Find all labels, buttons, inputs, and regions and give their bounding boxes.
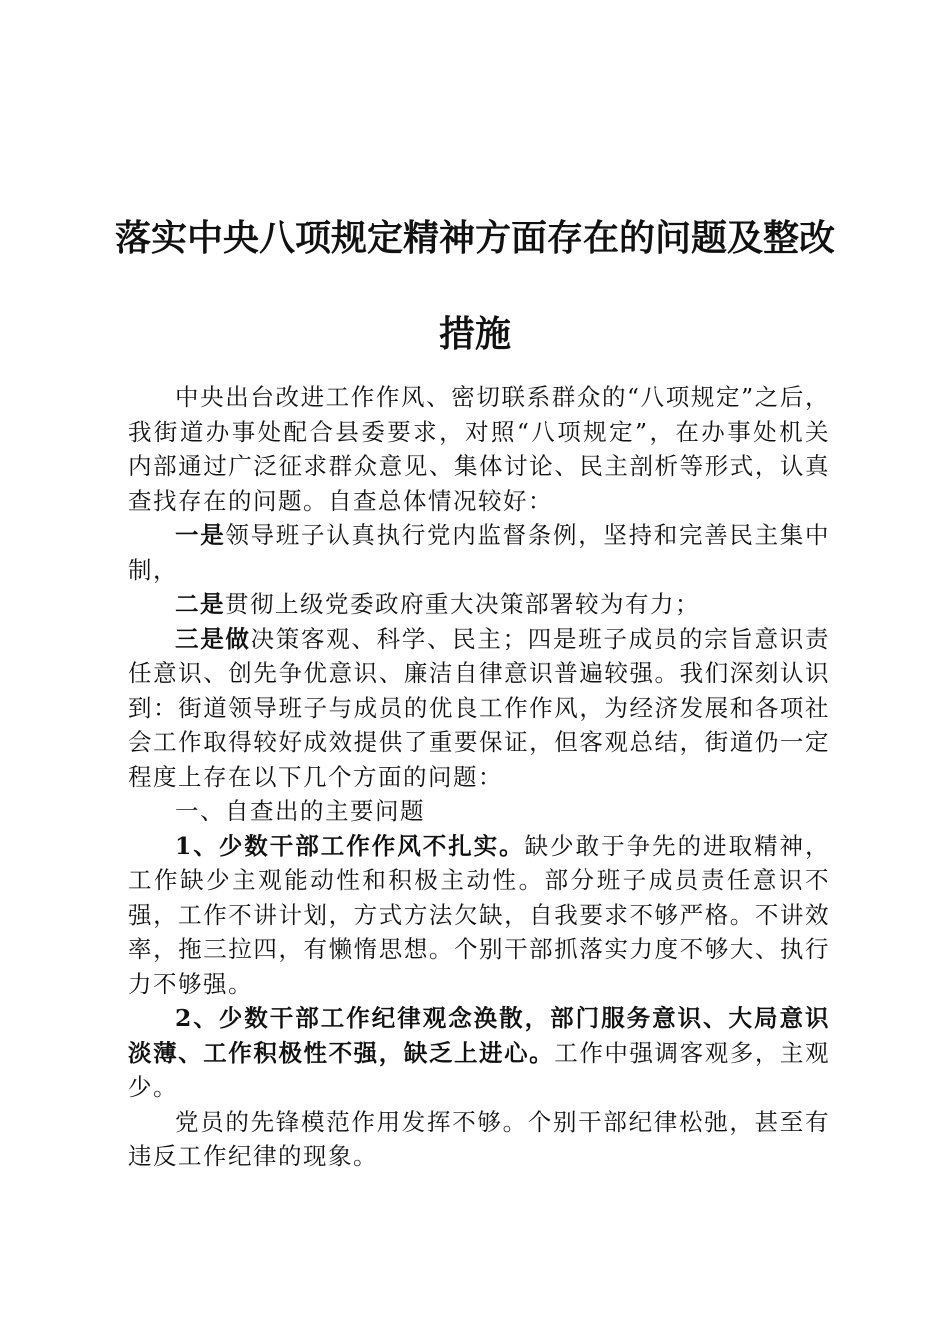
paragraph-lead: 2、少数干部工作纪律观念涣散，部门服务意识、大局意识淡薄、工作积极性不强，缺乏上进心。: [128, 1004, 830, 1067]
section-heading: [128, 794, 830, 829]
paragraph-intro: [128, 380, 830, 518]
paragraph-lead: 1、少数干部工作作风不扎实。: [175, 831, 525, 860]
paragraph-problem-1: [128, 829, 830, 1002]
paragraph-text: 工作中强调客观多，主观少。: [128, 1038, 831, 1101]
paragraph-text: 决策客观、科学、民主；四是班子成员的宗旨意识责任意识、创先争优意识、廉洁自律意识普遍较强。我们深刻认识到：街道领导班子与成员的优良工作作风，为经济发展和各项社会工作取得较好成效提供了重要保证，但客观总结，街道仍一定程度上存在以下几个方面的问题：: [128, 624, 831, 791]
title-line-1: 落实中央八项规定精神方面存在的问题及整改: [114, 217, 835, 259]
paragraph-lead: 二是: [175, 590, 225, 618]
section-heading-text: 一、自查出的主要问题: [175, 797, 425, 825]
paragraph-point-3: [128, 622, 830, 795]
paragraph-text: 缺少敢于争先的进取精神，工作缺少主观能动性和积极主动性。部分班子成员责任意识不强，工作不讲计划，方式方法欠缺，自我要求不够严格。不讲效率，拖三拉四，有懒惰思想。个别干部抓落实力度不够大、执行力不够强。: [128, 831, 830, 998]
paragraph-text: 中央出台改进工作作风、密切联系群众的“八项规定”之后，我街道办事处配合县委要求，对照“八项规定”，在办事处机关内部通过广泛征求群众意见、集体讨论、民主剖析等形式，认真查找存在的问题。自查总体情况较好：: [128, 383, 830, 515]
paragraph-problem-2: [128, 1001, 830, 1105]
paragraph-text: 党员的先锋模范作用发挥不够。个别干部纪律松弛，甚至有违反工作纪律的现象。: [128, 1107, 830, 1170]
paragraph-lead: 一是: [175, 521, 226, 549]
paragraph-text: 贯彻上级党委政府重大决策部署较为有力；: [225, 590, 700, 618]
paragraph-point-2: [128, 587, 830, 622]
paragraph-point-1: [128, 518, 830, 587]
document-title: [110, 190, 840, 382]
paragraph-lead: 三是做: [175, 624, 251, 653]
paragraph-closing: [128, 1105, 830, 1174]
paragraph-text: 领导班子认真执行党内监督条例，坚持和完善民主集中制，: [128, 521, 831, 584]
title-line-2: 措施: [438, 313, 511, 355]
document-body: [128, 380, 830, 1174]
